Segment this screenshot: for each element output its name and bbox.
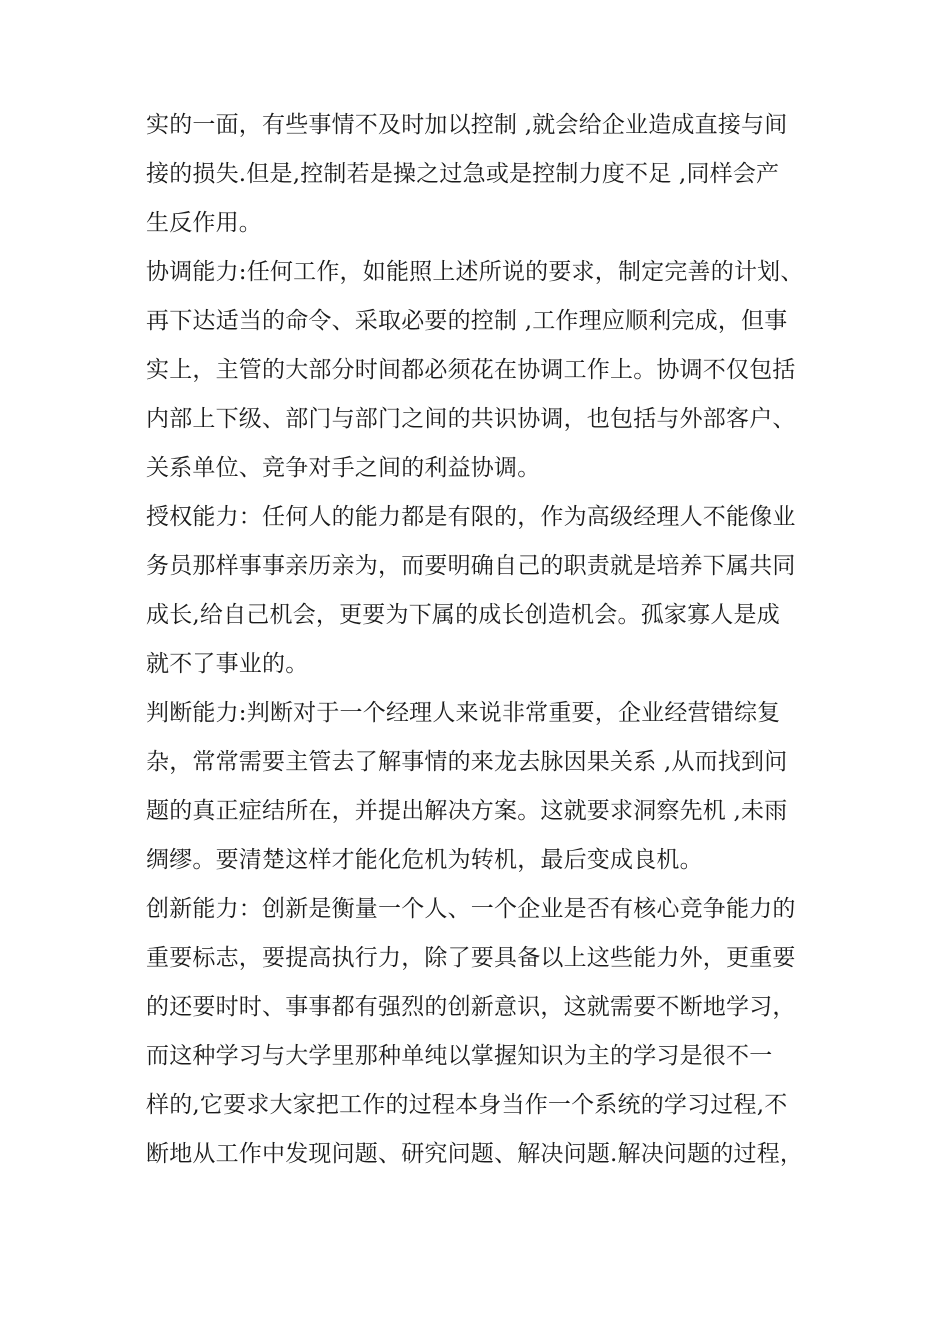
text-line: 协调能力:任何工作，如能照上述所说的要求，制定完善的计划、 <box>146 259 804 285</box>
document-body <box>146 101 806 1179</box>
text-line: 成长,给自己机会，更要为下属的成长创造机会。孤家寡人是成 <box>146 602 780 628</box>
text-line: 关系单位、竞争对手之间的利益协调。 <box>146 455 541 481</box>
text-line: 重要标志，要提高执行力，除了要具备以上这些能力外，更重要 <box>146 945 796 971</box>
text-line: 而这种学习与大学里那种单纯以掌握知识为主的学习是很不一 <box>146 1043 773 1069</box>
text-line: 再下达适当的命令、采取必要的控制 ,工作理应顺利完成，但事 <box>146 308 788 334</box>
text-line: 实上，主管的大部分时间都必须花在协调工作上。协调不仅包括 <box>146 357 796 383</box>
text-line: 题的真正症结所在，并提出解决方案。这就要求洞察先机 ,未雨 <box>146 798 788 824</box>
text-line: 的还要时时、事事都有强烈的创新意识，这就需要不断地学习， <box>146 994 796 1020</box>
text-line: 就不了事业的。 <box>146 651 309 677</box>
text-line: 杂，常常需要主管去了解事情的来龙去脉因果关系 ,从而找到问 <box>146 749 788 775</box>
text-line: 绸缪。要清楚这样才能化危机为转机，最后变成良机。 <box>146 847 703 873</box>
text-line: 断地从工作中发现问题、研究问题、解决问题.解决问题的过程， <box>146 1141 804 1167</box>
text-line: 接的损失.但是,控制若是操之过急或是控制力度不足 ,同样会产 <box>146 161 780 187</box>
text-line: 授权能力：任何人的能力都是有限的，作为高级经理人不能像业 <box>146 504 796 530</box>
text-line: 实的一面，有些事情不及时加以控制 ,就会给企业造成直接与间 <box>146 112 788 138</box>
text-line: 样的,它要求大家把工作的过程本身当作一个系统的学习过程,不 <box>146 1092 788 1118</box>
text-line: 内部上下级、部门与部门之间的共识协调，也包括与外部客户、 <box>146 406 796 432</box>
text-line: 务员那样事事亲历亲为，而要明确自己的职责就是培养下属共同 <box>146 553 796 579</box>
text-line: 创新能力：创新是衡量一个人、一个企业是否有核心竞争能力的 <box>146 896 796 922</box>
text-line: 判断能力:判断对于一个经理人来说非常重要，企业经营错综复 <box>146 700 781 726</box>
text-line: 生反作用。 <box>146 210 262 236</box>
